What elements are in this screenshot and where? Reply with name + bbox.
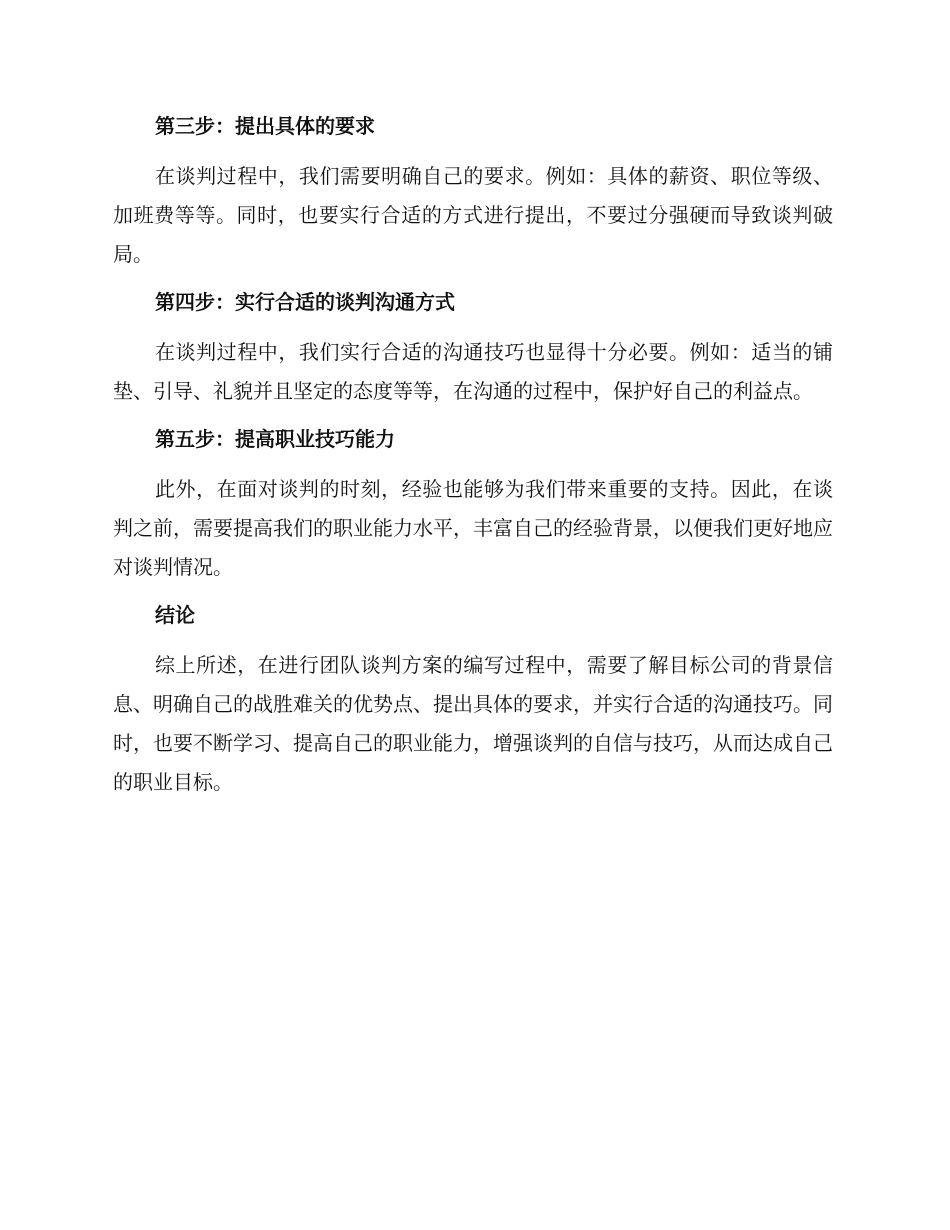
section-paragraph: 此外，在面对谈判的时刻，经验也能够为我们带来重要的支持。因此，在谈判之前，需要提高我们的职业能力水平，丰富自己的经验背景，以便我们更好地应对谈判情况。 bbox=[113, 477, 833, 579]
section-paragraph: 在谈判过程中，我们需要明确自己的要求。例如：具体的薪资、职位等级、加班费等等。同时，也要实行合适的方式进行提出，不要过分强硬而导致谈判破局。 bbox=[113, 164, 833, 266]
section-heading: 第四步：实行合适的谈判沟通方式 bbox=[155, 290, 455, 314]
section-heading: 结论 bbox=[155, 603, 195, 627]
document-page bbox=[113, 108, 833, 812]
section-step-four bbox=[113, 284, 833, 411]
section-paragraph: 在谈判过程中，我们实行合适的沟通技巧也显得十分必要。例如：适当的铺垫、引导、礼貌并且坚定的态度等等，在沟通的过程中，保护好自己的利益点。 bbox=[113, 340, 833, 403]
section-step-three bbox=[113, 108, 833, 274]
section-heading: 第三步：提出具体的要求 bbox=[155, 114, 375, 138]
section-conclusion bbox=[113, 597, 833, 802]
section-paragraph: 综上所述，在进行团队谈判方案的编写过程中，需要了解目标公司的背景信息、明确自己的战胜难关的优势点、提出具体的要求，并实行合适的沟通技巧。同时，也要不断学习、提高自己的职业能力，增强谈判的自信与技巧，从而达成自己的职业目标。 bbox=[113, 653, 833, 794]
section-step-five bbox=[113, 421, 833, 587]
section-heading: 第五步：提高职业技巧能力 bbox=[155, 427, 395, 451]
